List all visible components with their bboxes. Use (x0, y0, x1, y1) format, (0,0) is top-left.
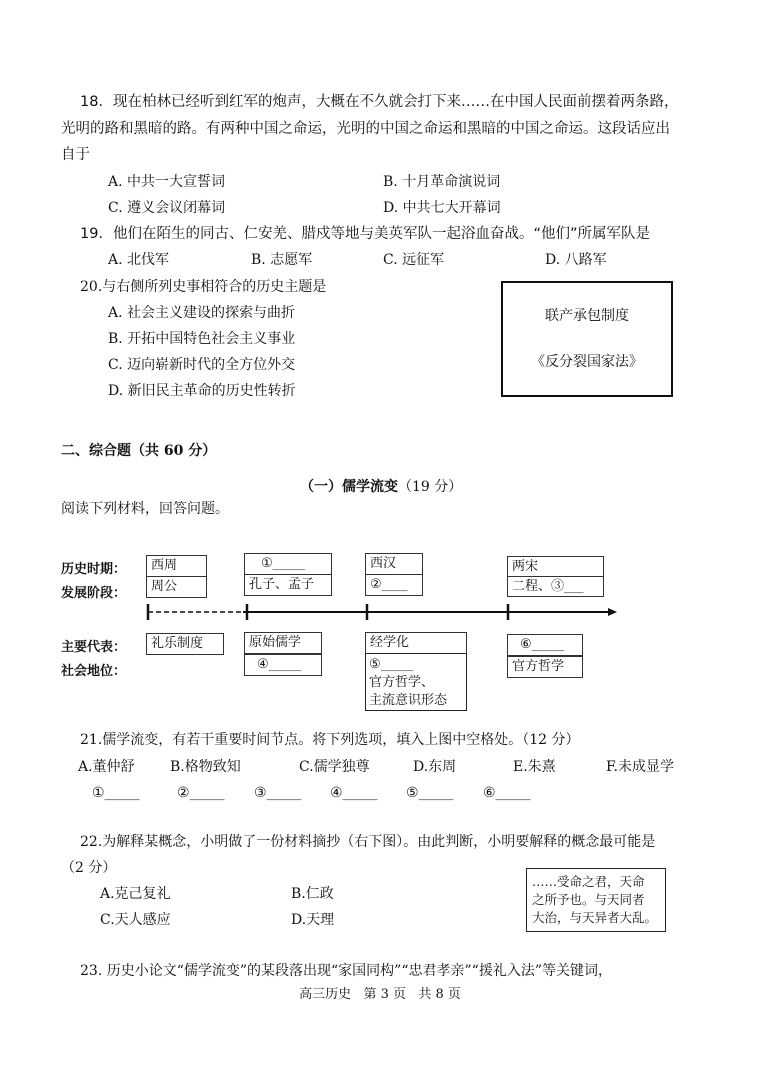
q20-box-line2: 《反分裂国家法》 (531, 354, 643, 370)
q21-blank-2[interactable]: ②_____ (177, 785, 225, 801)
subtitle-main: （一）儒学流变 (300, 479, 398, 495)
q21-blank-1[interactable]: ①_____ (92, 785, 140, 801)
q20-stem: 20.与右侧所列史事相符合的历史主题是 (80, 279, 327, 295)
tl-status-3-box (365, 653, 467, 711)
q22-option-b[interactable]: B.仁政 (291, 886, 334, 902)
timeline-axis (140, 600, 620, 624)
tl-stage-2: 孔子、孟子 (244, 574, 332, 596)
q18-line3: 自于 (61, 147, 90, 163)
q22-quote-line3: 大治，与天异者大乱。 (532, 910, 658, 925)
tl-rep-3: 经学化 (365, 632, 467, 654)
q21-blank-6[interactable]: ⑥_____ (483, 785, 531, 801)
q22-quote-box (526, 868, 666, 932)
q22-option-d[interactable]: D.天理 (291, 912, 335, 928)
tl-period-1: 西周 (146, 555, 207, 577)
tl-rep-2: 原始儒学 (244, 632, 322, 654)
q22-option-c[interactable]: C.天人感应 (100, 912, 171, 928)
q21-option-b[interactable]: B.格物致知 (170, 759, 241, 775)
axis-arrow-icon (608, 608, 617, 616)
label-rep: 主要代表： (61, 640, 127, 655)
tl-status-4: 官方哲学 (507, 656, 583, 678)
q22-option-a[interactable]: A.克己复礼 (100, 886, 171, 902)
q21-blank-5[interactable]: ⑤_____ (406, 785, 454, 801)
tl-period-3: 西汉 (365, 553, 423, 575)
section2-intro: 阅读下列材料，回答问题。 (61, 501, 229, 517)
tl-rep-4: ⑥_____ (507, 634, 583, 656)
q20-option-d[interactable]: D. 新旧民主革命的历史性转折 (108, 383, 296, 399)
q23-line1: 23. 历史小论文“儒学流变”的某段落出现“家国同构”“忠君孝亲”“援礼入法”等关键词， (80, 963, 612, 979)
page-footer: 高三历史 第 3 页 共 8 页 (299, 987, 461, 1002)
q20-option-b[interactable]: B. 开拓中国特色社会主义事业 (108, 331, 296, 347)
q22-quote-line2: 之所予也。与天同者 (532, 892, 645, 907)
q21-option-d[interactable]: D.东周 (413, 759, 457, 775)
section2-subtitle (300, 478, 462, 496)
q19-option-a[interactable]: A. 北伐军 (108, 252, 170, 268)
q20-source-box (501, 281, 673, 397)
q21-option-a[interactable]: A.董仲舒 (78, 759, 135, 775)
q18-option-d[interactable]: D. 中共七大开幕词 (383, 200, 501, 216)
label-period: 历史时期： (61, 562, 127, 577)
q21-blank-3[interactable]: ③_____ (254, 785, 302, 801)
q18-option-c[interactable]: C. 遵义会议闭幕词 (108, 200, 226, 216)
q21-option-e[interactable]: E.朱熹 (513, 759, 556, 775)
q20-option-a[interactable]: A. 社会主义建设的探索与曲折 (108, 305, 296, 321)
tl-rep-1: 礼乐制度 (146, 633, 224, 655)
q18-line1: 18．现在柏林已经听到红军的炮声，大概在不久就会打下来……在中国人民面前摆着两条路， (80, 94, 679, 110)
tl-stage-4: 二程、③___ (507, 576, 604, 597)
q18-option-b[interactable]: B. 十月革命演说词 (383, 174, 501, 190)
q20-box-line1: 联产承包制度 (545, 308, 629, 324)
q19-option-c[interactable]: C. 远征军 (383, 252, 445, 268)
tl-status-3-line3: 主流意识形态 (369, 693, 448, 708)
q20-option-c[interactable]: C. 迈向崭新时代的全方位外交 (108, 357, 296, 373)
q19-stem: 19．他们在陌生的同古、仁安羌、腊戍等地与美英军队一起浴血奋战。“他们”所属军队是 (80, 226, 650, 242)
q22-line2: （2 分） (61, 860, 117, 876)
tl-stage-3: ②____ (365, 574, 423, 596)
q19-option-d[interactable]: D. 八路军 (545, 252, 607, 268)
q21-option-f[interactable]: F.未成显学 (606, 759, 674, 775)
section2-title: 二、综合题（共 60 分） (61, 443, 217, 459)
q22-quote-line1: ……受命之君，天命 (532, 874, 645, 889)
q21-blank-4[interactable]: ④_____ (330, 785, 378, 801)
label-status: 社会地位： (61, 664, 127, 679)
q21-stem: 21.儒学流变，有若干重要时间节点。将下列选项，填入上图中空格处。（12 分） (80, 732, 580, 748)
q18-line2: 光明的路和黑暗的路。有两种中国之命运，光明的中国之命运和黑暗的中国之命运。这段话应出 (61, 121, 670, 137)
tl-status-2: ④_____ (244, 654, 322, 676)
q22-line1: 22.为解释某概念，小明做了一份材料摘抄（右下图）。由此判断，小明要解释的概念最可能是 (80, 834, 656, 850)
tl-status-3-line1: ⑤_____ (369, 657, 414, 672)
tl-status-3-line2: 官方哲学、 (369, 675, 435, 690)
label-stage: 发展阶段： (61, 586, 127, 601)
subtitle-score: （19 分） (398, 479, 463, 495)
tl-stage-1: 周公 (146, 576, 207, 598)
q21-option-c[interactable]: C.儒学独尊 (299, 759, 370, 775)
q18-option-a[interactable]: A. 中共一大宣誓词 (108, 174, 226, 190)
tl-period-2: ①_____ (244, 553, 332, 575)
q19-option-b[interactable]: B. 志愿军 (251, 252, 313, 268)
tl-period-4: 两宋 (507, 556, 604, 577)
